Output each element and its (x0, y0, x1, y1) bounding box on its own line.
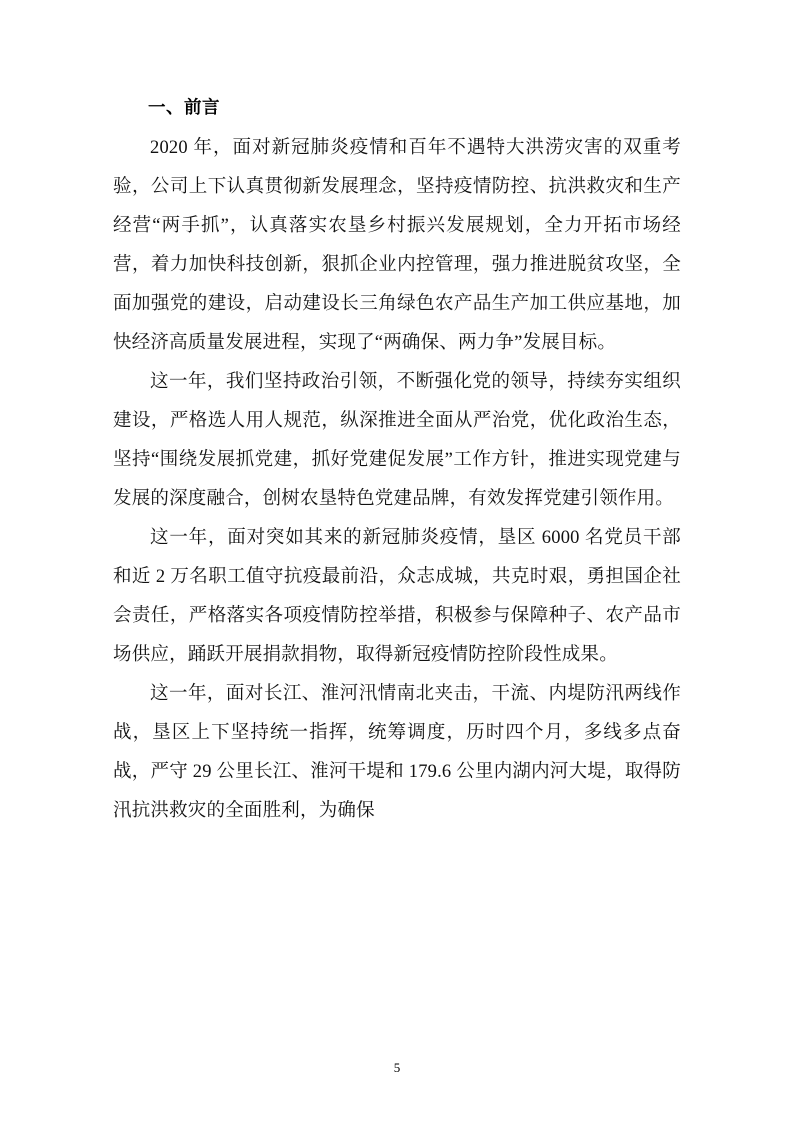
paragraph-3: 这一年，面对突如其来的新冠肺炎疫情，垦区 6000 名党员干部和近 2 万名职工值守抗疫最前沿，众志成城，共克时艰，勇担国企社会责任，严格落实各项疫情防控举措，积极参与保障种子、农产品市场供应，踊跃开展捐款捐物，取得新冠疫情防控阶段性成果。 (113, 528, 681, 666)
paragraph-4: 这一年，面对长江、淮河汛情南北夹击，干流、内堤防汛两线作战，垦区上下坚持统一指挥，统筹调度，历时四个月，多线多点奋战，严守 29 公里长江、淮河干堤和 179.6 公里内湖内河大堤，取得防汛抗洪救灾的全面胜利，为确保 (113, 684, 681, 822)
section-heading: 一、前言 (148, 98, 220, 118)
page-number: 5 (393, 1060, 401, 1075)
paragraph-1: 2020 年，面对新冠肺炎疫情和百年不遇特大洪涝灾害的双重考验，公司上下认真贯彻新发展理念，坚持疫情防控、抗洪救灾和生产经营“两手抓”，认真落实农垦乡村振兴发展规划，全力开拓市场经营，着力加快科技创新，狠抓企业内控管理，强力推进脱贫攻坚，全面加强党的建设，启动建设长三角绿色农产品生产加工供应基地，加快经济高质量发展进程，实现了“两确保、两力争”发展目标。 (113, 138, 681, 354)
paragraph-2: 这一年，我们坚持政治引领，不断强化党的领导，持续夯实组织建设，严格选人用人规范，纵深推进全面从严治党，优化政治生态，坚持“围绕发展抓党建，抓好党建促发展”工作方针，推进实现党建与发展的深度融合，创树农垦特色党建品牌，有效发挥党建引领作用。 (113, 372, 681, 510)
page-content (113, 95, 681, 831)
